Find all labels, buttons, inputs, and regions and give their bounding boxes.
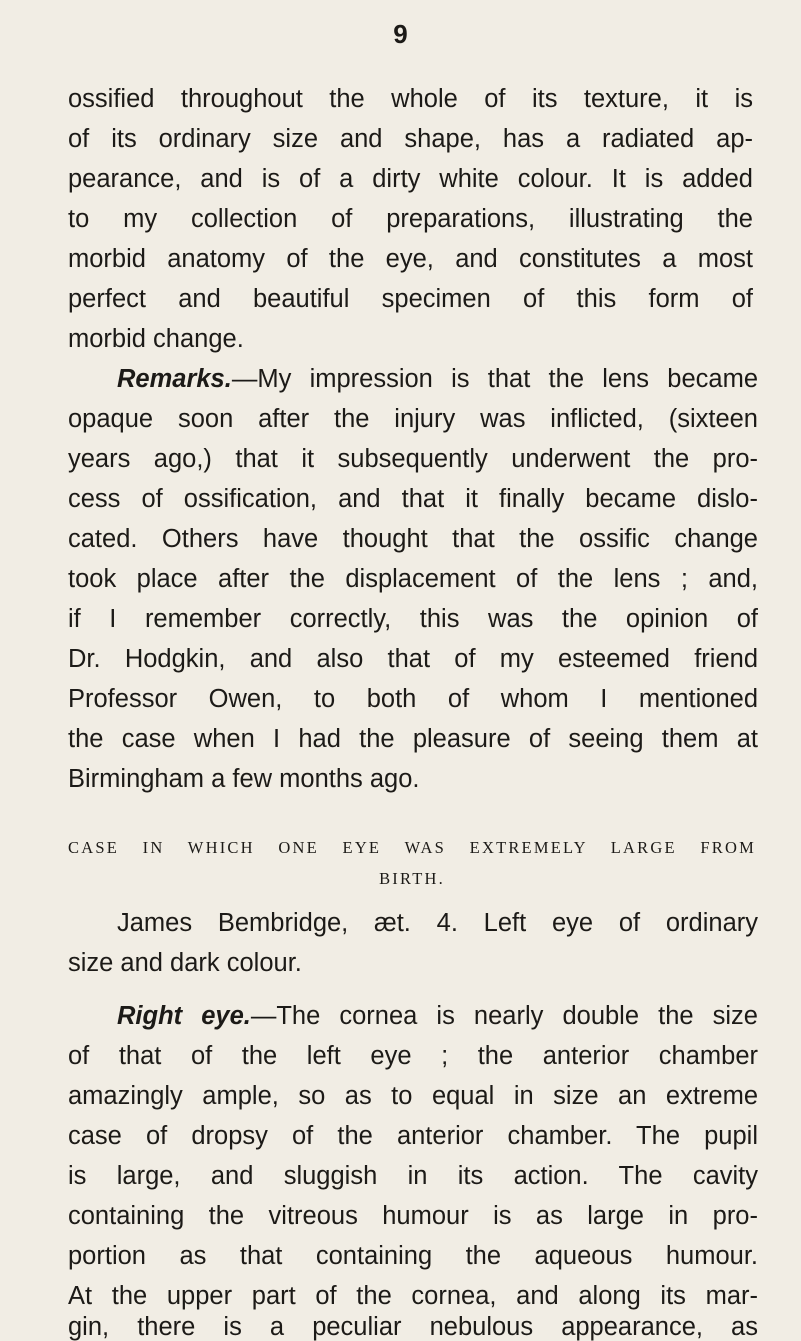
heading-line: CASE IN WHICH ONE EYE WAS EXTREMELY LARGE FROM [68,838,756,857]
text-line: cess of ossification, and that it finally became dislo- [68,485,758,513]
text-line: size and dark colour. [68,949,302,977]
text-run: —The cornea is nearly double the size [250,1002,758,1030]
text-line: opaque soon after the injury was inflicted, (sixteen [68,405,758,433]
page-number: 9 [393,19,408,49]
text-line: Birmingham a few months ago. [68,765,420,793]
text-line: perfect and beautiful specimen of this form of [68,285,753,313]
text-line: morbid change. [68,325,244,353]
text-line: amazingly ample, so as to equal in size an extreme [68,1082,758,1110]
remarks-label: Remarks. [117,365,232,393]
text-line: gin, there is a peculiar nebulous appearance, as [68,1314,758,1341]
text-line: to my collection of preparations, illustrating the [68,205,753,233]
text-line: ossified throughout the whole of its texture, it is [68,85,753,113]
text-line: is large, and sluggish in its action. The cavity [68,1162,758,1190]
text-line: Dr. Hodgkin, and also that of my esteemed friend [68,645,758,673]
text-line: years ago,) that it subsequently underwent the pro- [68,445,758,473]
text-line: took place after the displacement of the lens ; and, [68,565,758,593]
text-line [117,359,758,399]
text-line: portion as that containing the aqueous humour. [68,1242,758,1270]
text-line: morbid anatomy of the eye, and constitutes a most [68,245,753,273]
text-line: containing the vitreous humour is as large in pro- [68,1202,758,1230]
heading-line: BIRTH. [379,869,445,888]
text-run: —My impression is that the lens became [231,365,758,393]
text-line: James Bembridge, æt. 4. Left eye of ordinary [117,909,758,937]
text-line [117,996,758,1036]
text-line: of that of the left eye ; the anterior chamber [68,1042,758,1070]
text-line: if I remember correctly, this was the opinion of [68,605,758,633]
text-line: the case when I had the pleasure of seeing them at [68,725,758,753]
text-line: Professor Owen, to both of whom I mentioned [68,685,758,713]
text-line: case of dropsy of the anterior chamber. The pupil [68,1122,758,1150]
text-line: At the upper part of the cornea, and along its mar- [68,1282,758,1310]
text-line: cated. Others have thought that the ossific change [68,525,758,553]
right-eye-label: Right eye. [117,1002,251,1030]
text-line: of its ordinary size and shape, has a radiated ap- [68,125,753,153]
text-line: pearance, and is of a dirty white colour. It is added [68,165,753,193]
